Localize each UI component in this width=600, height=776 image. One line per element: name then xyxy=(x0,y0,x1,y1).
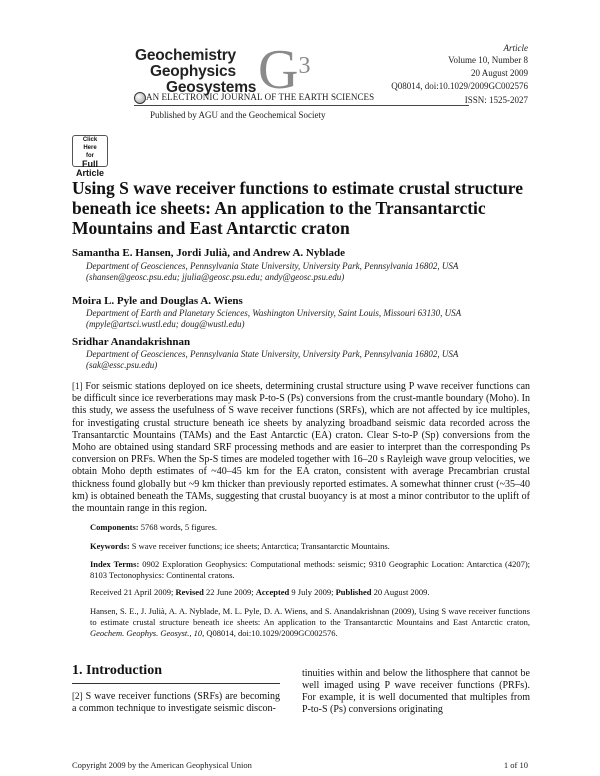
doi: Q08014, doi:10.1029/2009GC002576 xyxy=(391,81,528,91)
copyright: Copyright 2009 by the American Geophysical Union xyxy=(72,760,252,770)
publisher-line: Published by AGU and the Geochemical Society xyxy=(150,110,326,120)
full-article-button[interactable]: Click Here for Full Article xyxy=(72,135,108,167)
page-number: 1 of 10 xyxy=(503,760,528,770)
article-type: Article xyxy=(503,43,528,53)
author-group-1: Samantha E. Hansen, Jordi Julià, and Andrew A. Nyblade xyxy=(72,247,346,259)
author-group-3: Sridhar Anandakrishnan xyxy=(72,336,191,348)
body-column-2: tinuities within and below the lithosphere that cannot be well imaged using P wave receiver functions (PRFs). For example, it is well documented that multiples from P-to-S (Ps) conversions originating xyxy=(302,668,530,715)
dates: Received 21 April 2009; Revised 22 June 2009; Accepted 9 July 2009; Published 20 August 2009. xyxy=(90,587,430,597)
article-title: Using S wave receiver functions to estimate crustal structure beneath ice sheets: An application to the Transantarctic Mountains and East Antarctic craton xyxy=(72,178,524,238)
keywords: Keywords: S wave receiver functions; ice sheets; Antarctica; Transantarctic Mountains. xyxy=(90,541,390,551)
paragraph-number: [1] xyxy=(72,381,83,391)
body-column-1: [2] S wave receiver functions (SRFs) are becoming a common technique to investigate seismic discon- xyxy=(72,691,280,714)
citation-journal: Geochem. Geophys. Geosyst., 10, xyxy=(90,628,205,638)
abstract-text: For seismic stations deployed on ice sheets, determining crustal structure using P wave receiver functions can be difficult since ice reverberations may mask P-to-S (Ps) conversions from the crust-mantle boundary (Moho). In this study, we assess the usefulness of S wave receiver functions (SRFs), which are not affected by ice multiples, for investigating crustal structure beneath ice sheets by analyzing broadband seismic data recorded across the Transantarctic Mountains (TAMs) and the East Antarctic (EA) craton. Clear S-to-P (Sp) conversions from the Moho are obtained using standard SRF processing methods and are easier to interpret than the corresponding Ps conversion on PRFs. When the Sp-S times are modeled together with 16–20 s Rayleigh wave group velocities, we obtain Moho depth estimates of ~40–45 km for the EA craton, consistent with average Precambrian crustal thickness found globally but ~9 km thicker than previously reported estimates. A somewhat thinner crust (~35–40 km) is obtained beneath the TAMs, suggesting that crustal buoyancy is at most a minor contributor to the uplift of the mountain range in this region. xyxy=(72,381,531,515)
issn: ISSN: 1525-2027 xyxy=(464,95,528,105)
index-terms: Index Terms: 0902 Exploration Geophysics: Computational methods: seismic; 9310 Geographic Location: Antarctica (4207); 8103 Tectonophysics: Continental cratons. xyxy=(90,559,531,580)
email-link[interactable]: (sak@essc.psu.edu) xyxy=(86,360,158,370)
citation: Hansen, S. E., J. Julià, A. A. Nyblade, M. L. Pyle, D. A. Wiens, and S. Anandakrishnan (2009), Using S wave receiver functions to estimate crustal structure beneath ice sheets: An application to the Transantarctic Mountains and East Antarctic craton, Geochem. Geophys. Geosyst., 10, Q08014, doi:10.1029/2009GC002576. xyxy=(90,606,530,638)
abstract xyxy=(72,380,530,515)
masthead-divider xyxy=(134,105,469,106)
components: Components: 5768 words, 5 figures. xyxy=(90,522,218,532)
journal-title-line3: Geosystems xyxy=(166,79,257,96)
affiliation-1: Department of Geosciences, Pennsylvania State University, University Park, Pennsylvania 16802, USA (shansen@geosc.psu.edu; jjulia@geosc.psu.edu; andy@geosc.psu.edu) xyxy=(86,261,526,283)
section-heading: 1. Introduction xyxy=(72,663,162,678)
globe-icon xyxy=(134,92,146,104)
pub-date: 20 August 2009 xyxy=(470,68,528,78)
affiliation-3: Department of Geosciences, Pennsylvania State University, University Park, Pennsylvania 16802, USA (sak@essc.psu.edu) xyxy=(86,349,526,371)
journal-title-line2: Geophysics xyxy=(150,63,236,80)
email-link[interactable]: (shansen@geosc.psu.edu; jjulia@geosc.psu.edu; andy@geosc.psu.edu) xyxy=(86,272,345,282)
author-group-2: Moira L. Pyle and Douglas A. Wiens xyxy=(72,295,243,307)
journal-title-line1: Geochemistry xyxy=(135,47,236,64)
journal-subtitle: AN ELECTRONIC JOURNAL OF THE EARTH SCIENCES xyxy=(146,92,375,102)
affiliation-2: Department of Earth and Planetary Sciences, Washington University, Saint Louis, Missouri 63130, USA (mpyle@artsci.wustl.edu; doug@wustl.edu) xyxy=(86,308,526,330)
email-link[interactable]: (mpyle@artsci.wustl.edu; doug@wustl.edu) xyxy=(86,319,245,329)
volume: Volume 10, Number 8 xyxy=(448,55,528,65)
section-divider xyxy=(72,683,280,684)
journal-logo: $G^3$ xyxy=(258,39,311,101)
